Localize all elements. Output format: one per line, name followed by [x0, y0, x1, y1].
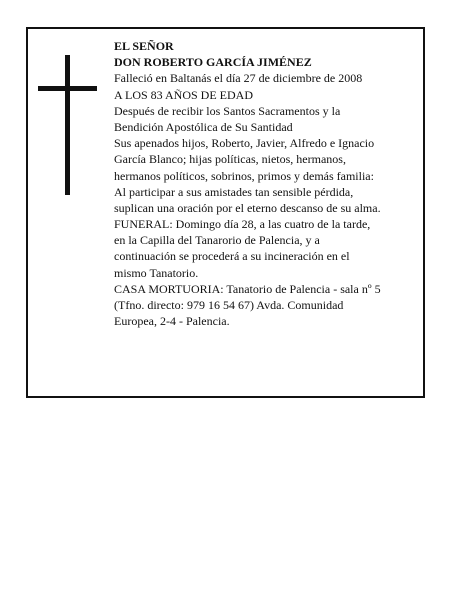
funeral-line: continuación se procederá a su incineración en el — [114, 249, 350, 264]
obituary-text — [114, 38, 414, 329]
family-line: Sus apenados hijos, Roberto, Javier, Alfredo e Ignacio — [114, 136, 375, 151]
family-line: Al participar a sus amistades tan sensible pérdida, — [114, 184, 354, 199]
family-line: hermanos políticos, sobrinos, primos y demás familia: — [114, 168, 374, 183]
sacraments-line: Después de recibir los Santos Sacramentos y la — [114, 103, 341, 118]
age-line: A LOS 83 AÑOS DE EDAD — [114, 87, 254, 102]
title-line: EL SEÑOR — [114, 39, 174, 53]
mortuary-line: Europea, 2-4 - Palencia. — [114, 314, 230, 329]
family-line: suplican una oración por el eterno descanso de su alma. — [114, 200, 381, 215]
death-line: Falleció en Baltanás el día 27 de diciembre de 2008 — [114, 71, 363, 86]
funeral-line: FUNERAL: Domingo día 28, a las cuatro de la tarde, — [114, 217, 371, 232]
family-line: García Blanco; hijas políticas, nietos, hermanos, — [114, 152, 346, 167]
funeral-line: en la Capilla del Tanarorio de Palencia, y a — [114, 233, 320, 248]
mortuary-line: (Tfno. directo: 979 16 54 67) Avda. Comunidad — [114, 298, 344, 312]
deceased-name: DON ROBERTO GARCÍA JIMÉNEZ — [114, 55, 312, 70]
funeral-line: mismo Tanatorio. — [114, 265, 199, 280]
mortuary-line: CASA MORTUORIA: Tanatorio de Palencia - sala nº 5 — [114, 281, 381, 296]
cross-vertical-bar — [65, 55, 70, 195]
sacraments-line: Bendición Apostólica de Su Santidad — [114, 119, 293, 134]
cross-horizontal-bar — [38, 86, 97, 91]
